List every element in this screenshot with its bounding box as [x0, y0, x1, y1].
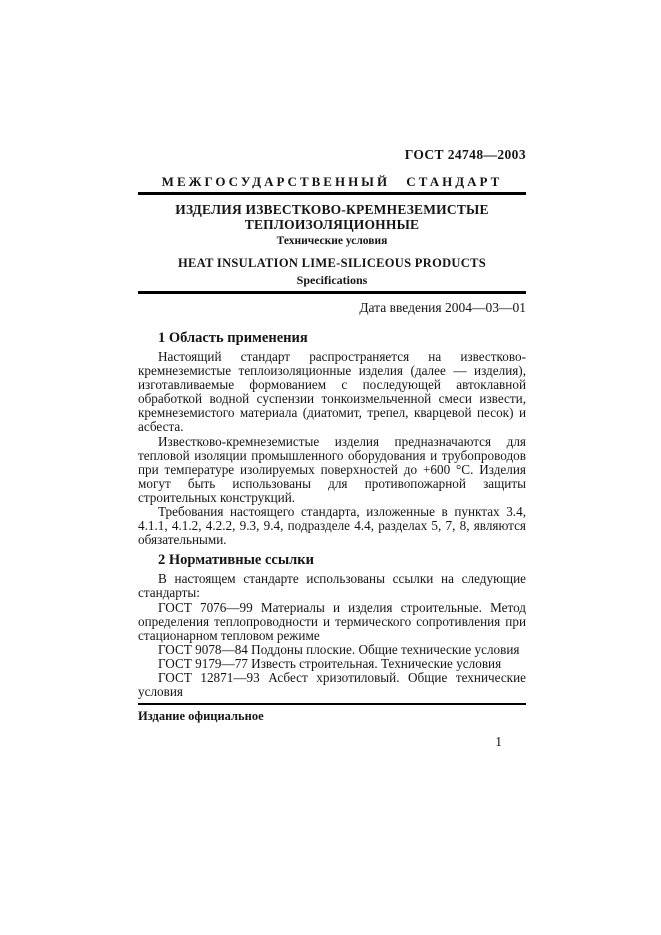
subtitle-english: Specifications: [296, 273, 368, 287]
page-content: [138, 147, 526, 750]
paragraph: В настоящем стандарте использованы ссылки на следующие стандарты:: [138, 571, 526, 601]
section-body-scope: [138, 350, 526, 547]
standard-type-heading: МЕЖГОСУДАРСТВЕННЫЙ СТАНДАРТ: [161, 174, 503, 189]
reference-item: ГОСТ 7076—99 Материалы и изделия строительные. Метод определения теплопроводности и термического сопротивления при стационарном тепловом режиме: [138, 599, 526, 643]
footer-rule: [138, 703, 526, 705]
section-heading-scope: 1 Область применения: [158, 330, 308, 346]
paragraph: Известково-кремнеземистые изделия предназначаются для тепловой изоляции промышленного оборудования и трубопроводов при температуре изолируемых поверхностей до +600 °С. Изделия могут быть использованы для противопожарной защиты строительных конструкций.: [138, 433, 526, 505]
title-russian: [138, 202, 526, 232]
paragraph: Требования настоящего стандарта, изложенные в пунктах 3.4, 4.1.1, 4.1.2, 4.2.2, 9.3, 9.4, подразделе 4.4, разделах 5, 7, 8, являются обязательными.: [138, 504, 526, 548]
page-number: 1: [495, 733, 502, 749]
reference-item: ГОСТ 9078—84 Поддоны плоские. Общие технические условия: [158, 641, 520, 657]
title-russian-line1: ИЗДЕЛИЯ ИЗВЕСТКОВО-КРЕМНЕЗЕМИСТЫЕ: [175, 202, 489, 217]
reference-item: ГОСТ 12871—93 Асбест хризотиловый. Общие технические условия: [138, 669, 526, 700]
official-edition-note: Издание официальное: [138, 708, 264, 723]
title-english: HEAT INSULATION LIME-SILICEOUS PRODUCTS: [178, 256, 486, 270]
header-rule-top: [138, 192, 526, 195]
header-rule-bottom: [138, 291, 526, 294]
section-heading-references: 2 Нормативные ссылки: [158, 552, 314, 569]
effective-date: Дата введения 2004—03—01: [359, 300, 526, 315]
doc-code: ГОСТ 24748—2003: [404, 147, 526, 162]
title-russian-line2: ТЕПЛОИЗОЛЯЦИОННЫЕ: [244, 217, 420, 232]
section-body-references: [138, 572, 526, 699]
subtitle-russian: Технические условия: [276, 235, 388, 247]
reference-item: ГОСТ 9179—77 Известь строительная. Технические условия: [158, 655, 502, 671]
paragraph: Настоящий стандарт распространяется на известково-кремнеземистые теплоизоляционные изделия (далее — изделия), изготавливаемые формованием с последующей автоклавной обработкой водной суспензии тонкоизмельченной смеси извести, кремнеземистого материала (диатомит, трепел, кварцевой песок) и асбеста.: [138, 349, 526, 435]
